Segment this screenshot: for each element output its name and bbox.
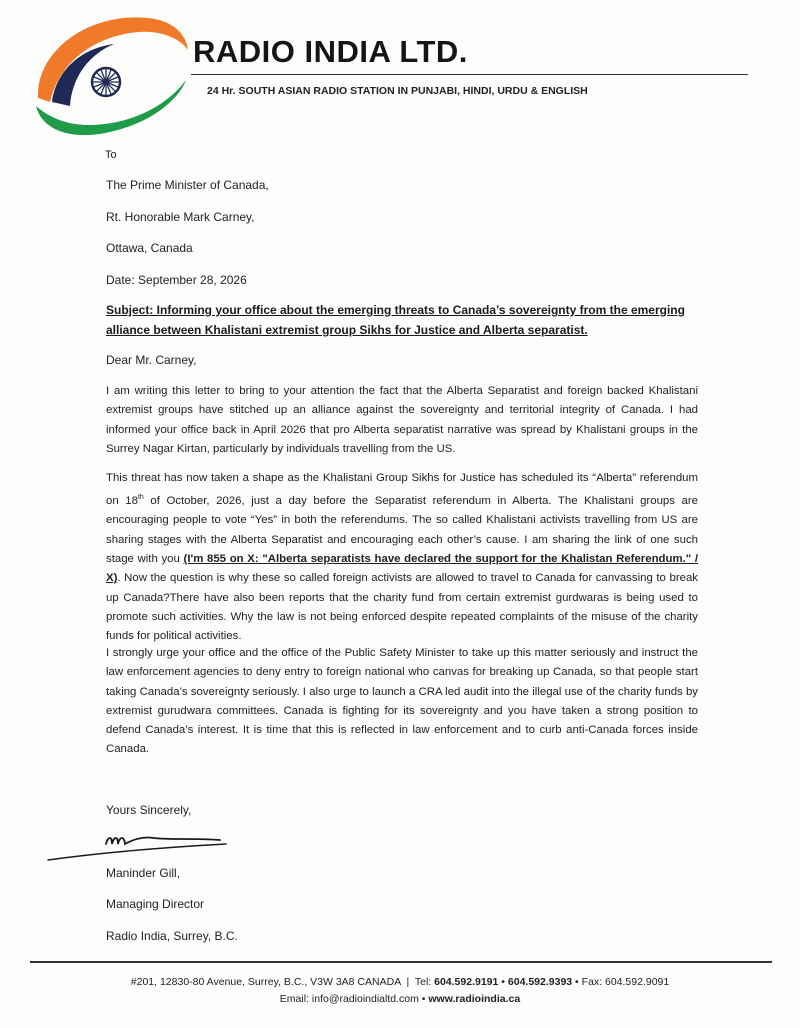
company-tagline: 24 Hr. SOUTH ASIAN RADIO STATION IN PUNJABI, HINDI, URDU & ENGLISH [207, 85, 588, 97]
header-divider [191, 74, 748, 75]
ordinal-suffix: th [137, 494, 144, 502]
fax-number: 604.592.9091 [605, 976, 670, 988]
phone-number-2[interactable]: 604.592.9393 [507, 976, 573, 988]
footer-contact-line [0, 976, 800, 988]
paragraph-2-part-c: . Now the question is why these so called foreign activists are allowed to travel to Canada for canvassing to break up Canada?There have also been reports that the charity fund from certain extremist gurdwaras is being used to promote such activities. Why the law is not being enforced despite repeated complaints of the misuse of the charity funds for political activities. [106, 572, 698, 643]
to-label: To [105, 149, 117, 161]
footer-address: #201, 12830-80 Avenue, Surrey, B.C., V3W 3A8 CANADA [130, 976, 401, 988]
bullet-separator: • [421, 993, 426, 1005]
website-link[interactable]: www.radioindia.ca [428, 993, 521, 1005]
bullet-separator: • [575, 976, 579, 988]
paragraph-2-part-a: This threat has now taken a shape as the Khalistani Group Sikhs for Justice has scheduled its “Alberta” referendum on 18 [106, 472, 698, 508]
signatory-title: Managing Director [106, 897, 205, 911]
letter-date: Date: September 28, 2026 [106, 273, 247, 287]
footer-divider [30, 961, 772, 963]
valediction: Yours Sincerely, [106, 803, 192, 817]
email-label: Email: [279, 993, 309, 1005]
bullet-separator: • [501, 976, 505, 988]
paragraph-2-part-b: of October, 2026, just a day before the Separatist referendum in Alberta. The Khalistani groups are encouraging people to vote “Yes” in both the referendums. The so called Khalistani activists travelling from US are sharing stages with the Alberta Separatist and encouraging each other’s cause. I am sharing the link of one such stage with you [106, 495, 698, 565]
signatory-organization: Radio India, Surrey, B.C. [106, 929, 238, 943]
phone-number-1[interactable]: 604.592.9191 [434, 976, 499, 988]
fax-label: Fax: [581, 976, 603, 988]
radio-india-logo [30, 10, 190, 140]
recipient-line-3: Ottawa, Canada [106, 241, 193, 255]
handwritten-signature [42, 826, 232, 866]
tel-label: Tel: [414, 976, 432, 988]
salutation: Dear Mr. Carney, [106, 353, 197, 367]
paragraph-1: I am writing this letter to bring to your attention the fact that the Alberta Separatist and foreign backed Khalistani extremist groups have stitched up an alliance against the sovereignty and territorial integrity of Canada. I had informed your office back in April 2026 that pro Alberta separatist narrative was spread by Khalistani groups in the Surrey Nagar Kirtan, particularly by individuals travelling from the US. [106, 385, 698, 455]
recipient-line-1: The Prime Minister of Canada, [106, 178, 269, 192]
company-name: RADIO INDIA LTD. [193, 34, 468, 69]
chakra-wheel-icon [92, 68, 120, 96]
footer-separator: | [406, 976, 410, 988]
footer-web-line [0, 993, 800, 1005]
letter-subject: Subject: Informing your office about the emerging threats to Canada’s sovereignty from the emerging alliance between Khalistani extremist group Sikhs for Justice and Alberta separatist. [106, 303, 685, 337]
signatory-name: Maninder Gill, [106, 866, 181, 880]
x-post-link[interactable]: (I'm 855 on X: "Alberta separatists have declared the support for the Khalistan Referendum." / X) [106, 552, 698, 585]
paragraph-2 [106, 469, 698, 646]
paragraph-3: I strongly urge your office and the office of the Public Safety Minister to take up this matter seriously and instruct the law enforcement agencies to deny entry to foreign national who canvas for breaking up Canada, so that people start taking Canada’s sovereignty seriously. I also urge to launch a CRA led audit into the illegal use of the charity funds by extremist gurudwara committees. Canada is fighting for its sovereignty and you have taken a strong position to defend Canada’s interest. It is time that this is reflected in law enforcement and to curb anti-Canada forces inside Canada. [106, 647, 698, 756]
recipient-line-2: Rt. Honorable Mark Carney, [106, 210, 255, 224]
email-address[interactable]: info@radioindialtd.com [311, 993, 419, 1005]
